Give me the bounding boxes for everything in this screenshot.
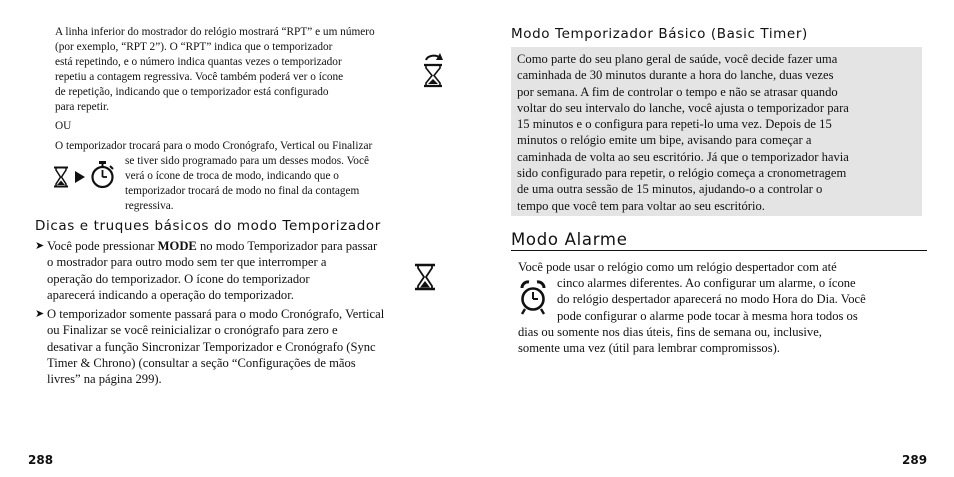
text-line: minutos o relógio emite um bipe, avisando para começar a: [517, 133, 812, 148]
text-line: verá o ícone de troca de modo, indicando que o: [125, 169, 339, 182]
basic-timer-box: [511, 47, 922, 216]
text-line: somente uma vez (útil para lembrar compromissos).: [518, 341, 780, 356]
text-line: ou Finalizar se você reinicializar o cronógrafo para zero e: [47, 323, 338, 338]
left-p1: [55, 25, 455, 114]
text-span: Você pode pressionar: [47, 239, 158, 253]
text-line: repetiu a contagem regressiva. Você também poderá ver o ícone: [55, 70, 344, 83]
page-number-left: 288: [28, 453, 54, 467]
text-line: aparecerá indicando a operação do temporizador.: [47, 287, 294, 302]
text-line: desativar a função Sincronizar Temporizador e Cronógrafo (Sync: [47, 339, 376, 354]
stopwatch-icon: [89, 160, 117, 190]
repeat-hourglass-icon: [421, 52, 445, 88]
hourglass-icon: [414, 263, 436, 291]
text-line: A linha inferior do mostrador do relógio mostrará “RPT” e um número: [55, 26, 375, 38]
left-p2-rest: [125, 154, 455, 214]
text-line: pode configurar o alarme pode tocar à mesma hora todos os: [557, 308, 858, 323]
alarm-clock-icon: [519, 279, 547, 315]
text-line: tempo que você tem para voltar ao seu escritório.: [517, 198, 765, 213]
alarm-last-text: [518, 324, 928, 357]
text-line: [35, 238, 455, 254]
bullet-arrow: ➤: [35, 240, 45, 252]
basic-timer-heading: Modo Temporizador Básico (Basic Timer): [511, 26, 808, 42]
text-line: por semana. A fim de controlar o tempo e não se atrasar quando: [517, 84, 838, 99]
text-line: cinco alarmes diferentes. Ao configurar um alarme, o ícone: [557, 276, 856, 290]
text-line: 15 minutos e o configura para repeti-lo uma vez. Depois de 15: [517, 117, 832, 132]
text-line: operação do temporizador. O ícone do temporizador: [47, 271, 310, 286]
text-line: (por exemplo, “RPT 2”). O “RPT” indica que o temporizador: [55, 40, 333, 53]
alarm-icon-text: [557, 275, 927, 324]
hourglass-icon: [53, 166, 69, 188]
alarm-heading-rule: [511, 250, 927, 251]
text-span: no modo Temporizador para passar: [196, 239, 378, 253]
text-line: sido configurado para repetir, o relógio começa a cronometragem: [517, 166, 847, 181]
text-line: para repetir.: [55, 100, 109, 113]
text-line: livres” na página 299).: [47, 372, 162, 387]
text-line: dias ou somente nos dias úteis, fins de semana ou, inclusive,: [518, 325, 822, 339]
alarm-heading: Modo Alarme: [511, 230, 628, 249]
text-line: voltar do seu intervalo do lanche, você ajusta o temporizador para: [517, 100, 849, 115]
text-line: se tiver sido programado para um desses modos. Você: [125, 155, 369, 167]
bullet-item: [35, 238, 455, 303]
text-line: está repetindo, e o número indica quantas vezes o temporizador: [55, 55, 342, 68]
or-text: OU: [55, 120, 72, 132]
text-line: caminhada de 30 minutos durante a hora do lanche, duas vezes: [517, 68, 834, 83]
text-line: Como parte do seu plano geral de saúde, você decide fazer uma: [517, 52, 838, 66]
text-line: de repetição, indicando que o temporizador está configurado: [55, 85, 329, 98]
tips-heading: Dicas e truques básicos do modo Temporizador: [35, 218, 381, 234]
page-number-right: 289: [902, 453, 928, 467]
text-line: de uma outra sessão de 15 minutos, ajudando-o a controlar o: [517, 182, 823, 197]
text-line: Timer & Chrono) (consultar a seção “Configurações de mãos: [47, 355, 356, 370]
p2-first-line: O temporizador trocará para o modo Cronógrafo, Vertical ou Finalizar: [55, 140, 373, 152]
alarm-first-line: Você pode usar o relógio como um relógio despertador com até: [518, 260, 837, 274]
text-line: caminhada de volta ao seu escritório. Já que o temporizador havia: [517, 149, 849, 164]
bullet-item: [35, 306, 465, 387]
bullet-arrow: ➤: [35, 308, 45, 320]
text-line: do relógio despertador aparecerá no modo Hora do Dia. Você: [557, 292, 866, 307]
text-line: temporizador trocará de modo no final da contagem: [125, 184, 360, 197]
text-line: regressiva.: [125, 199, 174, 212]
arrow-right-icon: [74, 170, 86, 184]
text-line: O temporizador somente passará para o modo Cronógrafo, Vertical: [47, 307, 385, 321]
mode-bold: MODE: [157, 239, 197, 253]
text-line: o mostrador para outro modo sem ter que interromper a: [47, 255, 327, 270]
